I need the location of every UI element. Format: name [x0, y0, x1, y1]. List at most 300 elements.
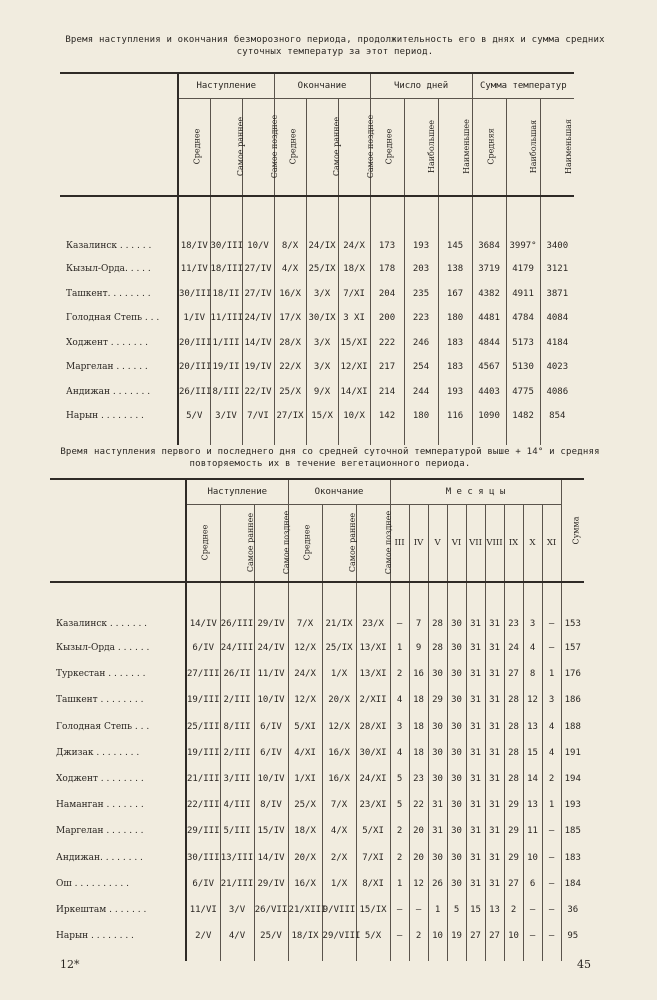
table1-group-header: Окончание: [274, 73, 370, 99]
table2-cell: 36: [561, 897, 584, 923]
table2-cell: —: [390, 582, 409, 635]
table2-cell: 23: [409, 766, 428, 792]
table2-cell: 4/XI: [288, 740, 322, 766]
table1-group-header: Сумма температур: [472, 73, 574, 99]
table2-cell: 186: [561, 687, 584, 713]
table1-cell: 20/III: [178, 331, 210, 356]
table2-cell: 28/XI: [356, 714, 390, 740]
table-row: [60, 355, 574, 380]
table2-cell: 22: [409, 792, 428, 818]
table1-row-label: Ташкент. . . . . . . .: [66, 288, 151, 299]
table2-month-header: IV: [409, 505, 428, 583]
table1-spacer-cell: [178, 429, 210, 445]
table2-month-header: V: [428, 505, 447, 583]
table2-cell: 29: [504, 792, 523, 818]
table2-cell: 31: [466, 687, 485, 713]
table2-cell: —: [390, 923, 409, 949]
table2-cell: 2/III: [220, 687, 254, 713]
table2-subheader: [356, 505, 393, 583]
table2-cell: 18/IX: [288, 923, 322, 949]
table2-cell: 14/IV: [254, 845, 288, 871]
table2-cell: 29: [504, 845, 523, 871]
table1-cell: 25/IX: [306, 257, 338, 282]
table2-row-label: Кызыл-Орда . . . . . .: [56, 643, 150, 654]
table1-subheader: [540, 99, 574, 197]
table2-cell: 6/IV: [186, 635, 220, 661]
table2-cell: —: [542, 845, 561, 871]
table1-cell: 3/X: [306, 282, 338, 307]
table2-cell: 30: [428, 845, 447, 871]
table1-cell: 3/IV: [210, 404, 242, 429]
table2-cell: 30: [447, 871, 466, 897]
table-row: [60, 196, 574, 257]
table2-cell: 20/X: [322, 687, 356, 713]
table2-cell: 28: [504, 687, 523, 713]
table2-cell: 31: [466, 871, 485, 897]
table2-spacer-cell: [254, 949, 288, 961]
table1-row-label: Нарын . . . . . . . .: [66, 411, 144, 422]
table2-cell: 26/VII: [254, 897, 288, 923]
table2-cell: 24/X: [288, 661, 322, 687]
table1-cell: 4084: [540, 306, 574, 331]
table-row: [60, 380, 574, 405]
table-row: [60, 404, 574, 429]
table2-cell: 30: [447, 714, 466, 740]
table2-cell: 29/III: [186, 818, 220, 844]
table2-subheader: [288, 505, 322, 583]
table2-cell: 185: [561, 818, 584, 844]
table1-cell: 222: [370, 331, 404, 356]
table2-subheader-label: Среднее: [301, 524, 311, 561]
table2-row-label: Ташкент . . . . . . . .: [56, 695, 144, 706]
table2-cell: 157: [561, 635, 584, 661]
table2-cell: 25/III: [186, 714, 220, 740]
table2-cell: 13/III: [220, 845, 254, 871]
table2-cell: —: [542, 635, 561, 661]
table2-cell: 2: [390, 845, 409, 871]
table1-cell: 214: [370, 380, 404, 405]
table1-cell: 27/IX: [274, 404, 306, 429]
table2-cell: 28: [428, 582, 447, 635]
table1-cell: 4775: [506, 380, 540, 405]
table1-cell: 3871: [540, 282, 574, 307]
table2-cell: 29: [504, 818, 523, 844]
table2-cell: 31: [485, 871, 504, 897]
table2-cell: 23/XI: [356, 792, 390, 818]
table2-cell: 18: [409, 740, 428, 766]
table1-subheader: [338, 99, 375, 197]
table1-subheader: [210, 99, 245, 197]
table1-cell: 4481: [472, 306, 506, 331]
table2-cell: —: [523, 923, 542, 949]
table2-cell: 1/X: [322, 871, 356, 897]
table2-cell: 5/X: [356, 923, 390, 949]
table1-cell: 5130: [506, 355, 540, 380]
table2-cell: 24/IV: [254, 635, 288, 661]
table-row: [50, 845, 584, 871]
table2-cell: 1: [390, 635, 409, 661]
table2-cell: 5: [390, 766, 409, 792]
table1-spacer-cell: [60, 429, 178, 445]
table-row: [50, 687, 584, 713]
table2-cell: 21/XIII: [288, 897, 322, 923]
table1-cell: 18/II: [210, 282, 242, 307]
table1-cell: 4179: [506, 257, 540, 282]
table2-cell: 183: [561, 845, 584, 871]
table2-cell: 30: [447, 635, 466, 661]
table1-subheader: [472, 99, 506, 197]
table1-cell: 3 XI: [338, 306, 370, 331]
table1-subheader: [404, 99, 438, 197]
table2-cell: 31: [466, 740, 485, 766]
table2-cell: 29/IV: [254, 871, 288, 897]
table1-subheader-label: Самое раннее: [331, 116, 341, 177]
table2-cell: 31: [485, 714, 504, 740]
table2-cell: 5/XI: [356, 818, 390, 844]
table2-cell: 8/IV: [254, 792, 288, 818]
table2-cell: 4/V: [220, 923, 254, 949]
table2-cell: 30: [428, 661, 447, 687]
table2-cell: 31: [466, 766, 485, 792]
table2-bottom-row: [50, 949, 584, 961]
table2-subheader-label: Среднее: [200, 524, 210, 561]
table2-cell: 29/IV: [254, 582, 288, 635]
table2-cell: 25/V: [254, 923, 288, 949]
table2-cell: 11/VI: [186, 897, 220, 923]
table2-cell: 4: [542, 714, 561, 740]
table2-cell: 30: [447, 740, 466, 766]
table1-spacer-cell: [242, 429, 274, 445]
table2-cell: 193: [561, 792, 584, 818]
table2-cell: 15/IX: [356, 897, 390, 923]
table1-group-header: Наступление: [178, 73, 274, 99]
table2-cell: 31: [466, 845, 485, 871]
table2-cell: 3: [390, 714, 409, 740]
table1-cell: 22/X: [274, 355, 306, 380]
table2-cell: 20/X: [288, 845, 322, 871]
frost-free-period-table: [60, 72, 574, 445]
table2-cell: 4: [542, 740, 561, 766]
table2-cell: 3/III: [220, 766, 254, 792]
table1-cell: 24/IX: [306, 196, 338, 257]
table1-group-header: Число дней: [370, 73, 472, 99]
table2-cell: 16/X: [288, 871, 322, 897]
table2-cell: 12/X: [322, 714, 356, 740]
table2-cell: 29/VIII: [322, 923, 356, 949]
table1-cell: 1090: [472, 404, 506, 429]
table2-cell: 4: [390, 687, 409, 713]
table2-cell: 27/III: [186, 661, 220, 687]
table1-cell: 30/III: [210, 196, 242, 257]
table1-cell: 24/IV: [242, 306, 274, 331]
table1-row-label: Кызыл-Орда. . . . .: [66, 264, 151, 275]
table2-cell: 18: [409, 687, 428, 713]
table1-cell: 26/III: [178, 380, 210, 405]
table1-cell: 3/X: [306, 331, 338, 356]
table2-cell: 30: [447, 792, 466, 818]
table1-cell: 254: [404, 355, 438, 380]
table1-subheader: [438, 99, 472, 197]
table1-cell: 167: [438, 282, 472, 307]
table1-cell: 7/XI: [338, 282, 370, 307]
table1-cell: 3400: [540, 196, 574, 257]
table2-cell: 23: [504, 582, 523, 635]
table1-cell: 1/III: [210, 331, 242, 356]
table2-cell: 28: [504, 766, 523, 792]
table2-row-label: Ош . . . . . . . . . .: [56, 878, 129, 889]
table2-cell: 16/X: [322, 740, 356, 766]
table1-cell: 18/IV: [178, 196, 210, 257]
table1-subheader-label: Самое позднее: [269, 114, 279, 179]
table2-cell: 10: [428, 923, 447, 949]
table1-corner-cell: [60, 73, 178, 196]
table2-cell: 26: [428, 871, 447, 897]
table1-subheader-label: Наибольшее: [426, 119, 436, 174]
table2-cell: 31: [485, 818, 504, 844]
table2-corner-cell: [50, 479, 186, 582]
table1-cell: 138: [438, 257, 472, 282]
table1-subheader-label: Самое позднее: [365, 114, 375, 179]
table2-cell: 15: [523, 740, 542, 766]
table-row: [50, 661, 584, 687]
table1-cell: 180: [438, 306, 472, 331]
table2-cell: 1: [542, 792, 561, 818]
table2-cell: 95: [561, 923, 584, 949]
table1-subheader-label: Средняя: [486, 128, 496, 165]
table2-cell: 7: [409, 582, 428, 635]
table2-spacer-cell: [356, 949, 390, 961]
table2-cell: 21/IX: [322, 582, 356, 635]
table2-cell: 2: [504, 897, 523, 923]
table2-cell: 27: [485, 923, 504, 949]
table2-cell: 153: [561, 582, 584, 635]
table2-cell: 31: [428, 818, 447, 844]
table2-cell: 16/X: [322, 766, 356, 792]
table1-cell: 235: [404, 282, 438, 307]
table-row: [50, 740, 584, 766]
table2-cell: 30: [447, 845, 466, 871]
table2-cell: 188: [561, 714, 584, 740]
table2-cell: 22/III: [186, 792, 220, 818]
table1-row-label: Маргелан . . . . . .: [66, 362, 148, 373]
table2-cell: 1: [428, 897, 447, 923]
table2-cell: —: [542, 871, 561, 897]
table2-cell: 12/X: [288, 687, 322, 713]
table2-subheader-label: Самое позднее: [383, 510, 393, 575]
table2-spacer-cell: [466, 949, 485, 961]
table1-cell: 4784: [506, 306, 540, 331]
table2-cell: 13: [523, 714, 542, 740]
table1-cell: 20/III: [178, 355, 210, 380]
table2-cell: 30: [428, 766, 447, 792]
table1-row-label: Ходжент . . . . . . .: [66, 337, 149, 348]
table2-cell: 1: [390, 871, 409, 897]
table1-cell: 27/IV: [242, 282, 274, 307]
table2-cell: 15: [466, 897, 485, 923]
table2-spacer-cell: [485, 949, 504, 961]
table2-subheader: [322, 505, 356, 583]
table1-cell: 4844: [472, 331, 506, 356]
table-row: [60, 331, 574, 356]
table1-cell: 8/III: [210, 380, 242, 405]
table2-cell: 12/X: [288, 635, 322, 661]
table1-cell: 11/IV: [178, 257, 210, 282]
table2-cell: 8/III: [220, 714, 254, 740]
table2-cell: 13/XI: [356, 661, 390, 687]
table2-cell: 24/III: [220, 635, 254, 661]
table2-cell: 31: [466, 661, 485, 687]
table2-cell: 26/III: [220, 582, 254, 635]
table2-row-label: Андижан. . . . . . . .: [56, 852, 143, 863]
table2-cell: 4: [523, 635, 542, 661]
table2-spacer-cell: [504, 949, 523, 961]
table2-cell: 6/IV: [254, 714, 288, 740]
table2-row-label: Маргелан . . . . . . .: [56, 826, 144, 837]
table2-cell: 191: [561, 740, 584, 766]
table2-cell: 6/IV: [254, 740, 288, 766]
table2-cell: 14/IV: [186, 582, 220, 635]
table2-cell: 4/X: [322, 818, 356, 844]
table2-cell: 30: [428, 740, 447, 766]
table1-subheader-label: Среднее: [192, 128, 202, 165]
table1-cell: 4403: [472, 380, 506, 405]
table2-cell: 13: [485, 897, 504, 923]
table-row: [50, 714, 584, 740]
table1-cell: 193: [438, 380, 472, 405]
table1-cell: 30/IX: [306, 306, 338, 331]
table1-cell: 5/V: [178, 404, 210, 429]
table1-spacer-cell: [472, 429, 506, 445]
table2-cell: 15/IV: [254, 818, 288, 844]
table-row: [50, 871, 584, 897]
table2-cell: 184: [561, 871, 584, 897]
table2-month-header: XI: [542, 505, 561, 583]
table-row: [50, 766, 584, 792]
table2-cell: 7/XI: [356, 845, 390, 871]
table1-cell: 4/X: [274, 257, 306, 282]
table1-cell: 28/X: [274, 331, 306, 356]
table1-cell: 10/V: [242, 196, 274, 257]
table2-cell: 18/X: [288, 818, 322, 844]
table2-cell: 13/XI: [356, 635, 390, 661]
table2-subheader: [220, 505, 254, 583]
table1-row-label: Казалинск . . . . . .: [66, 241, 152, 251]
table1-cell: 200: [370, 306, 404, 331]
table2-cell: 21/III: [186, 766, 220, 792]
table2-cell: 27: [466, 923, 485, 949]
table2-month-header: X: [523, 505, 542, 583]
table2-cell: 8/XI: [356, 871, 390, 897]
table-row: [50, 635, 584, 661]
table1-cell: 4184: [540, 331, 574, 356]
table1-subheader-label: Наименьшая: [563, 119, 573, 174]
table1-cell: 17/X: [274, 306, 306, 331]
table1-spacer-cell: [338, 429, 370, 445]
table2-row-label: Иркештам . . . . . . .: [56, 904, 147, 915]
table1-spacer-cell: [506, 429, 540, 445]
table2-cell: 19: [447, 923, 466, 949]
table1-cell: 4911: [506, 282, 540, 307]
table2-cell: 4: [390, 740, 409, 766]
table1-cell: 183: [438, 355, 472, 380]
table2-spacer-cell: [447, 949, 466, 961]
table-row: [50, 818, 584, 844]
table2-cell: 28: [428, 635, 447, 661]
table2-group-header: Наступление: [186, 479, 288, 505]
table1-cell: 4567: [472, 355, 506, 380]
table1-cell: 244: [404, 380, 438, 405]
table1-cell: 27/IV: [242, 257, 274, 282]
table1-bottom-row: [60, 429, 574, 445]
table2-group-header: Окончание: [288, 479, 390, 505]
table1-cell: 180: [404, 404, 438, 429]
table1-subheader: [178, 99, 210, 197]
table2-cell: 25/IX: [322, 635, 356, 661]
table2-cell: 2/III: [220, 740, 254, 766]
table2-cell: 28: [504, 714, 523, 740]
table1-cell: 4023: [540, 355, 574, 380]
table2-cell: —: [542, 923, 561, 949]
table1-cell: 3719: [472, 257, 506, 282]
table2-cell: 31: [485, 635, 504, 661]
table1-cell: 18/X: [338, 257, 370, 282]
table2-subheader-label: Самое раннее: [245, 512, 255, 573]
table1-cell: 204: [370, 282, 404, 307]
table2-cell: 19/III: [186, 740, 220, 766]
table2-cell: 16: [409, 661, 428, 687]
table1-spacer-cell: [438, 429, 472, 445]
table1-subheader-label: Наименьшее: [461, 119, 471, 174]
table1-cell: 223: [404, 306, 438, 331]
table2-cell: 10/IV: [254, 766, 288, 792]
table2-cell: 2/V: [186, 923, 220, 949]
table2-cell: —: [542, 897, 561, 923]
table2-cell: 13: [523, 792, 542, 818]
table2-caption: Время наступления первого и последнего дня со средней суточной температурой выше + 14° и средняя повторяемость их в течение вегетационного периода.: [60, 447, 600, 469]
table1-cell: 183: [438, 331, 472, 356]
table2-cell: 31: [485, 582, 504, 635]
table1-cell: 16/X: [274, 282, 306, 307]
table2-cell: 31: [485, 740, 504, 766]
table2-cell: 2: [542, 766, 561, 792]
table-row: [50, 923, 584, 949]
table1-cell: 14/IV: [242, 331, 274, 356]
table2-sum-header: [561, 479, 584, 582]
table1-cell: 178: [370, 257, 404, 282]
table2-cell: 20: [409, 818, 428, 844]
table1-spacer-cell: [404, 429, 438, 445]
table-row: [60, 282, 574, 307]
table2-cell: 12: [523, 687, 542, 713]
table1-cell: 19/II: [210, 355, 242, 380]
table1-spacer-cell: [306, 429, 338, 445]
table1-cell: 854: [540, 404, 574, 429]
table2-row-label: Ходжент . . . . . . . .: [56, 774, 144, 785]
table2-cell: 30: [447, 687, 466, 713]
table1-cell: 1/IV: [178, 306, 210, 331]
table2-spacer-cell: [428, 949, 447, 961]
table1-spacer-cell: [210, 429, 242, 445]
table1-cell: 173: [370, 196, 404, 257]
table2-group-header: М е с я ц ы: [390, 479, 561, 505]
table2-cell: 2/XII: [356, 687, 390, 713]
table2-cell: 3: [542, 687, 561, 713]
table1-cell: 116: [438, 404, 472, 429]
table2-cell: 30/III: [186, 845, 220, 871]
table2-spacer-cell: [390, 949, 409, 961]
table2-cell: 30: [428, 714, 447, 740]
table1-cell: 18/III: [210, 257, 242, 282]
